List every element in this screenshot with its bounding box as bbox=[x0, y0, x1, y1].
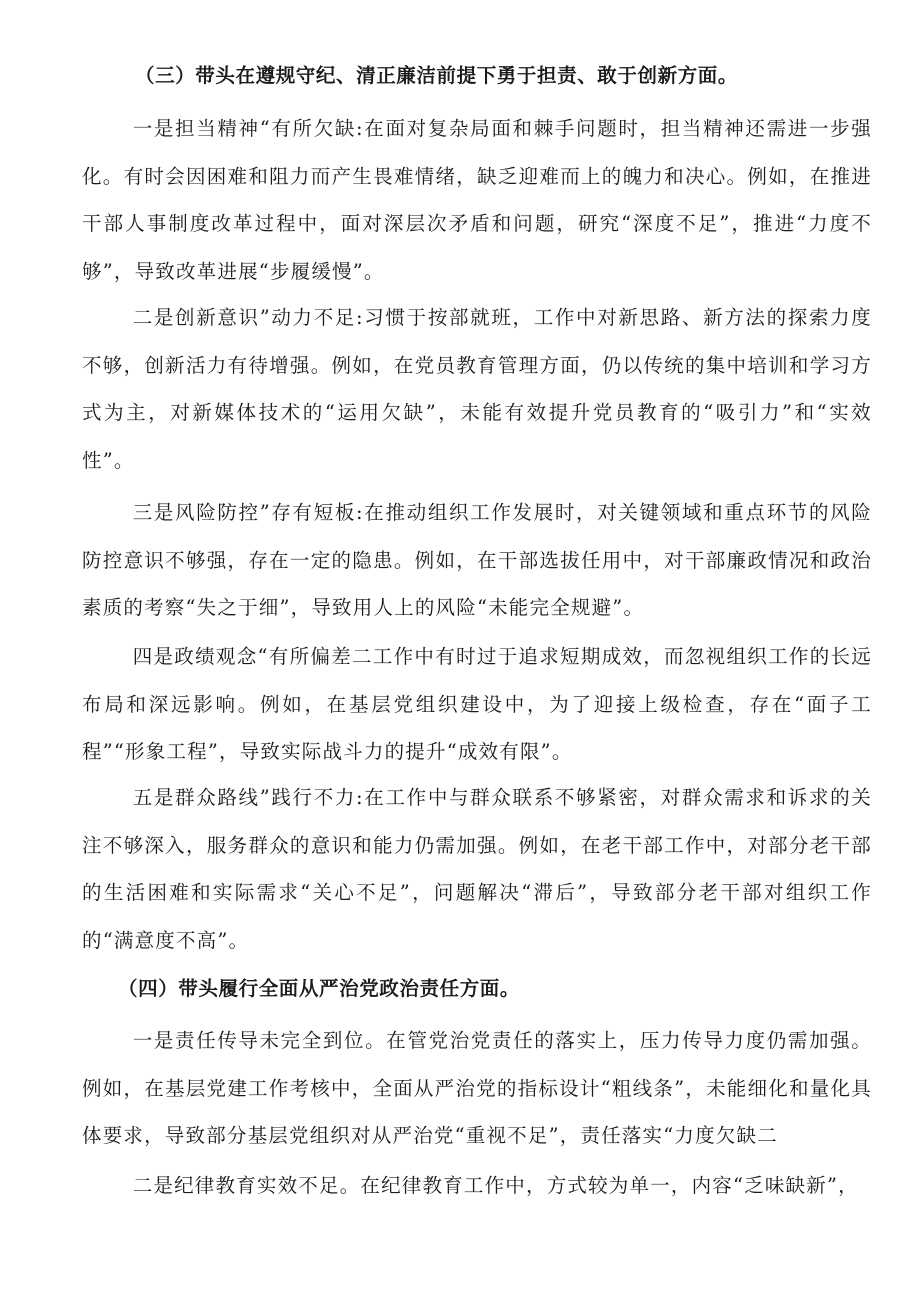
section-4-heading: （四）带头履行全面从严治党政治责任方面。 bbox=[118, 977, 521, 1000]
section-3-paragraph-4: 四是政绩观念“有所偏差二工作中有时过于追求短期成效，而忽视组织工作的长远布局和深远影响。例如，在基层党组织建设中，为了迎接上级检查，存在“面子工程”“形象工程”，导致实际战斗力的提升“成效有限”。 bbox=[82, 645, 872, 763]
section-4-paragraph-2: 二是纪律教育实效不足。在纪律教育工作中，方式较为单一，内容“乏味缺新”， bbox=[132, 1174, 859, 1197]
section-3-paragraph-3: 三是风险防控”存有短板:在推动组织工作发展时，对关键领域和重点环节的风险防控意识不够强，存在一定的隐患。例如，在干部选拔任用中，对干部廉政情况和政治素质的考察“失之于细”，导致用人上的风险“未能完全规避”。 bbox=[82, 501, 872, 619]
section-3-heading: （三）带头在遵规守纪、清正廉洁前提下勇于担责、敢于创新方面。 bbox=[135, 64, 739, 87]
section-3-paragraph-5: 五是群众路线”践行不力:在工作中与群众联系不够紧密，对群众需求和诉求的关注不够深入，服务群众的意识和能力仍需加强。例如，在老干部工作中，对部分老干部的生活困难和实际需求“关心不足”，问题解决“滞后”，导致部分老干部对组织工作的“满意度不高”。 bbox=[82, 786, 872, 952]
section-3-paragraph-1: 一是担当精神“有所欠缺:在面对复杂局面和棘手问题时，担当精神还需进一步强化。有时会因困难和阻力而产生畏难情绪，缺乏迎难而上的魄力和决心。例如，在推进干部人事制度改革过程中，面对深层次矛盾和问题，研究“深度不足”，推进“力度不够”，导致改革进展“步履缓慢”。 bbox=[82, 117, 872, 283]
section-3-paragraph-2: 二是创新意识”动力不足:习惯于按部就班，工作中对新思路、新方法的探索力度不够，创新活力有待增强。例如，在党员教育管理方面，仍以传统的集中培训和学习方式为主，对新媒体技术的“运用欠缺”，未能有效提升党员教育的“吸引力”和“实效性”。 bbox=[82, 306, 872, 472]
section-4-paragraph-1: 一是责任传导未完全到位。在管党治党责任的落实上，压力传导力度仍需加强。例如，在基层党建工作考核中，全面从严治党的指标设计“粗线条”，未能细化和量化具体要求，导致部分基层党组织对从严治党“重视不足”，责任落实“力度欠缺二 bbox=[82, 1029, 872, 1147]
